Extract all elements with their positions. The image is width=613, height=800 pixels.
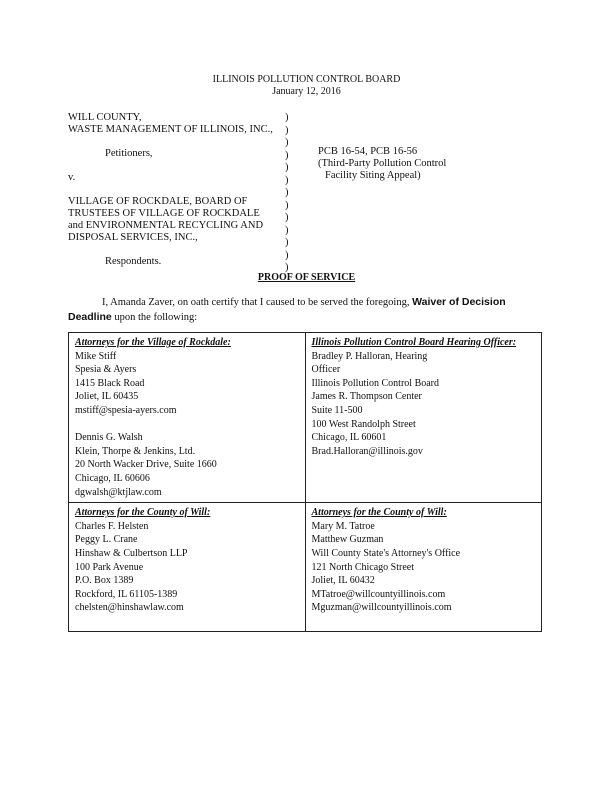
party-heading: Illinois Pollution Control Board Hearing Officer: <box>311 337 517 348</box>
service-line: Charles F. Helsten <box>75 520 149 532</box>
service-line: Peggy L. Crane <box>75 534 138 546</box>
service-line: 100 West Randolph Street <box>311 418 416 430</box>
party-line: WASTE MANAGEMENT OF ILLINOIS, INC., <box>68 124 273 135</box>
paren: ) <box>285 199 289 211</box>
service-cell-village <box>69 333 306 503</box>
case-caption-parties <box>68 111 293 267</box>
board-name: ILLINOIS POLLUTION CONTROL BOARD <box>212 74 401 85</box>
document-name: Deadline <box>68 311 112 323</box>
service-line: Officer <box>311 364 341 376</box>
respondents-label: Respondents. <box>105 256 162 267</box>
service-email: MTatroe@willcountyillinois.com <box>311 588 446 600</box>
case-number: PCB 16-54, PCB 16-56 <box>318 146 418 157</box>
service-cell-hearing-officer <box>305 333 542 503</box>
certify-tail: upon the following: <box>114 312 198 323</box>
service-email: chelsten@hinshawlaw.com <box>75 602 184 614</box>
service-line: Matthew Guzman <box>311 534 384 546</box>
document-header <box>0 74 613 98</box>
service-email: Brad.Halloran@illinois.gov <box>311 445 423 457</box>
caption-parentheses <box>285 111 295 274</box>
service-line: Will County State's Attorney's Office <box>311 547 461 559</box>
paren: ) <box>285 237 289 248</box>
paren: ) <box>285 149 289 161</box>
document-name: Waiver of Decision <box>412 296 506 308</box>
service-line: Joliet, IL 60432 <box>311 575 375 587</box>
party-line <box>68 135 293 147</box>
case-description: Facility Siting Appeal) <box>325 170 421 181</box>
paren: ) <box>285 137 289 148</box>
petitioners-label: Petitioners, <box>105 148 153 159</box>
service-email: Mguzman@willcountyillinois.com <box>311 602 452 614</box>
service-line: 20 North Wacker Drive, Suite 1660 <box>75 459 217 471</box>
case-description: (Third-Party Pollution Control <box>318 158 447 169</box>
party-line: VILLAGE OF ROCKDALE, BOARD OF <box>68 196 248 207</box>
party-heading: Attorneys for the Village of Rockdale: <box>75 337 231 348</box>
service-line: Mike Stiff <box>75 350 117 362</box>
paren: ) <box>285 174 289 186</box>
paren: ) <box>285 212 289 223</box>
service-line: 121 North Chicago Street <box>311 561 414 573</box>
versus-label: v. <box>68 172 76 183</box>
service-line: Suite 11-500 <box>311 404 363 416</box>
service-line: 1415 Black Road <box>75 377 145 389</box>
certify-text: I, Amanda Zaver, on oath certify that I caused to be served the foregoing, <box>102 297 410 308</box>
document-date: January 12, 2016 <box>272 86 341 97</box>
paren: ) <box>285 112 289 123</box>
party-line: DISPOSAL SERVICES, INC., <box>68 232 198 243</box>
service-line: Bradley P. Halloran, Hearing <box>311 350 428 362</box>
service-line: Klein, Thorpe & Jenkins, Ltd. <box>75 445 196 457</box>
paren: ) <box>285 224 289 236</box>
service-line: Dennis G. Walsh <box>75 432 143 444</box>
party-line: and ENVIRONMENTAL RECYCLING AND <box>68 220 264 231</box>
service-email: dgwalsh@ktjlaw.com <box>75 486 162 498</box>
service-line: P.O. Box 1389 <box>75 575 134 587</box>
service-line: Illinois Pollution Control Board <box>311 377 440 389</box>
case-number-block <box>318 146 518 182</box>
service-line: Hinshaw & Culbertson LLP <box>75 547 188 559</box>
paren: ) <box>285 124 289 136</box>
paren: ) <box>285 262 289 273</box>
service-line: Joliet, IL 60435 <box>75 391 139 403</box>
party-line: WILL COUNTY, <box>68 112 142 123</box>
paren: ) <box>285 249 289 261</box>
party-line <box>68 243 293 255</box>
service-line: James R. Thompson Center <box>311 391 422 403</box>
service-line: Chicago, IL 60601 <box>311 432 387 444</box>
service-line: Spesia & Ayers <box>75 364 137 376</box>
party-line <box>68 159 293 171</box>
service-line: 100 Park Avenue <box>75 561 144 573</box>
service-list-table <box>68 332 542 632</box>
certification-paragraph <box>68 295 538 325</box>
proof-of-service-title: PROOF OF SERVICE <box>257 272 356 283</box>
service-line: Mary M. Tatroe <box>311 520 375 532</box>
service-cell-county-hinshaw <box>69 503 306 632</box>
party-heading: Attorneys for the County of Will: <box>311 507 447 519</box>
paren: ) <box>285 187 289 198</box>
service-cell-county-states-attorney <box>305 503 542 632</box>
service-line: Chicago, IL 60606 <box>75 472 150 484</box>
service-line: Rockford, IL 61105-1389 <box>75 588 178 600</box>
party-line <box>68 183 293 195</box>
party-heading: Attorneys for the County of Will: <box>75 507 211 519</box>
paren: ) <box>285 162 289 173</box>
party-line: TRUSTEES OF VILLAGE OF ROCKDALE <box>68 208 260 219</box>
service-email: mstiff@spesia-ayers.com <box>75 404 177 416</box>
